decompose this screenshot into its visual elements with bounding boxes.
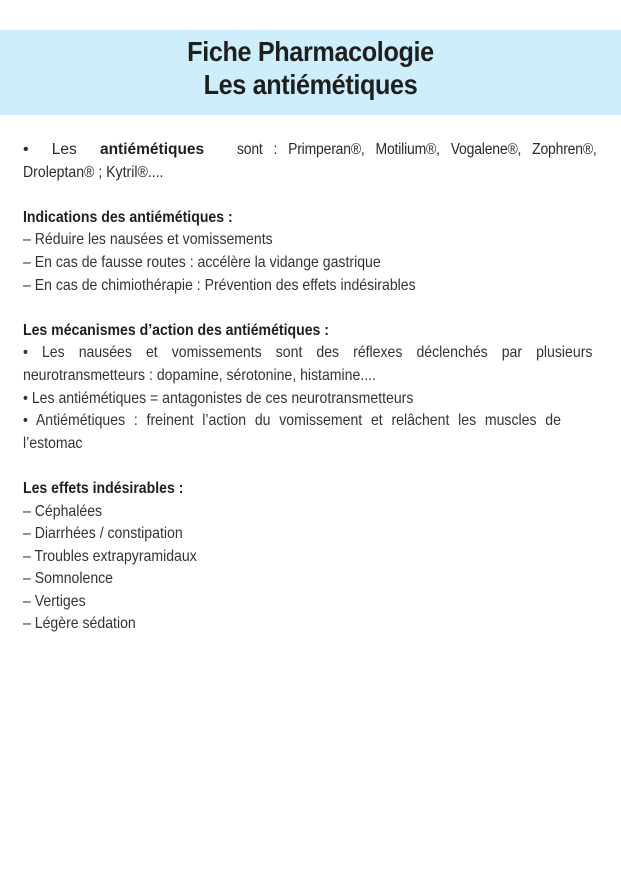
side-effect-item: – Légère sédation (23, 615, 136, 633)
side-effects-heading: Les effets indésirables : (23, 479, 184, 497)
spacer (23, 184, 597, 207)
intro-line-2 (23, 162, 597, 185)
intro-paragraph (23, 139, 597, 184)
mechanisms-section (23, 320, 597, 456)
indication-item: – Réduire les nausées et vomissements (23, 231, 273, 249)
indications-heading: Indications des antiémétiques : (23, 208, 233, 226)
indication-item: – En cas de fausse routes : accélère la vidange gastrique (23, 253, 381, 271)
mechanism-bullet-1-line-1: • Les nausées et vomissements sont des réflexes déclenchés par plusieurs (23, 344, 593, 362)
intro-prefix: Les (51, 141, 77, 158)
mechanism-bullet-2: • Les antiémétiques = antagonistes de ces neurotransmetteurs (23, 389, 414, 407)
mechanism-bullet-3-line-2: l’estomac (23, 434, 83, 452)
side-effect-item: – Troubles extrapyramidaux (23, 547, 197, 565)
document-body (23, 139, 597, 636)
indication-item: – En cas de chimiothérapie : Prévention des effets indésirables (23, 276, 416, 294)
side-effect-item: – Vertiges (23, 592, 86, 610)
mechanism-bullet-1-line-2: neurotransmetteurs : dopamine, sérotonine, histamine.... (23, 366, 376, 384)
page-title: Fiche Pharmacologie (187, 36, 434, 67)
intro-drug-list-continued: Droleptan® ; Kytril®.... (23, 163, 164, 181)
mechanisms-heading: Les mécanismes d’action des antiémétiques : (23, 321, 329, 339)
spacer (23, 455, 597, 478)
side-effect-item: – Céphalées (23, 502, 103, 520)
intro-line-1 (23, 139, 597, 162)
mechanism-bullet-3-line-1: • Antiémétiques : freinent l’action du vomissement et relâchent les muscles de (23, 412, 561, 430)
title-banner (0, 30, 621, 115)
indications-section (23, 207, 597, 297)
spacer (23, 297, 597, 320)
side-effects-section (23, 478, 597, 636)
page-subtitle: Les antiémétiques (203, 69, 418, 100)
side-effect-item: – Diarrhées / constipation (23, 525, 183, 543)
side-effect-item: – Somnolence (23, 570, 114, 588)
intro-drug-list: sont : Primperan®, Motilium®, Vogalene®, Zophren®, (237, 141, 597, 158)
intro-bold-term: antiémétiques (99, 141, 205, 158)
intro-bullet: • (23, 141, 29, 158)
